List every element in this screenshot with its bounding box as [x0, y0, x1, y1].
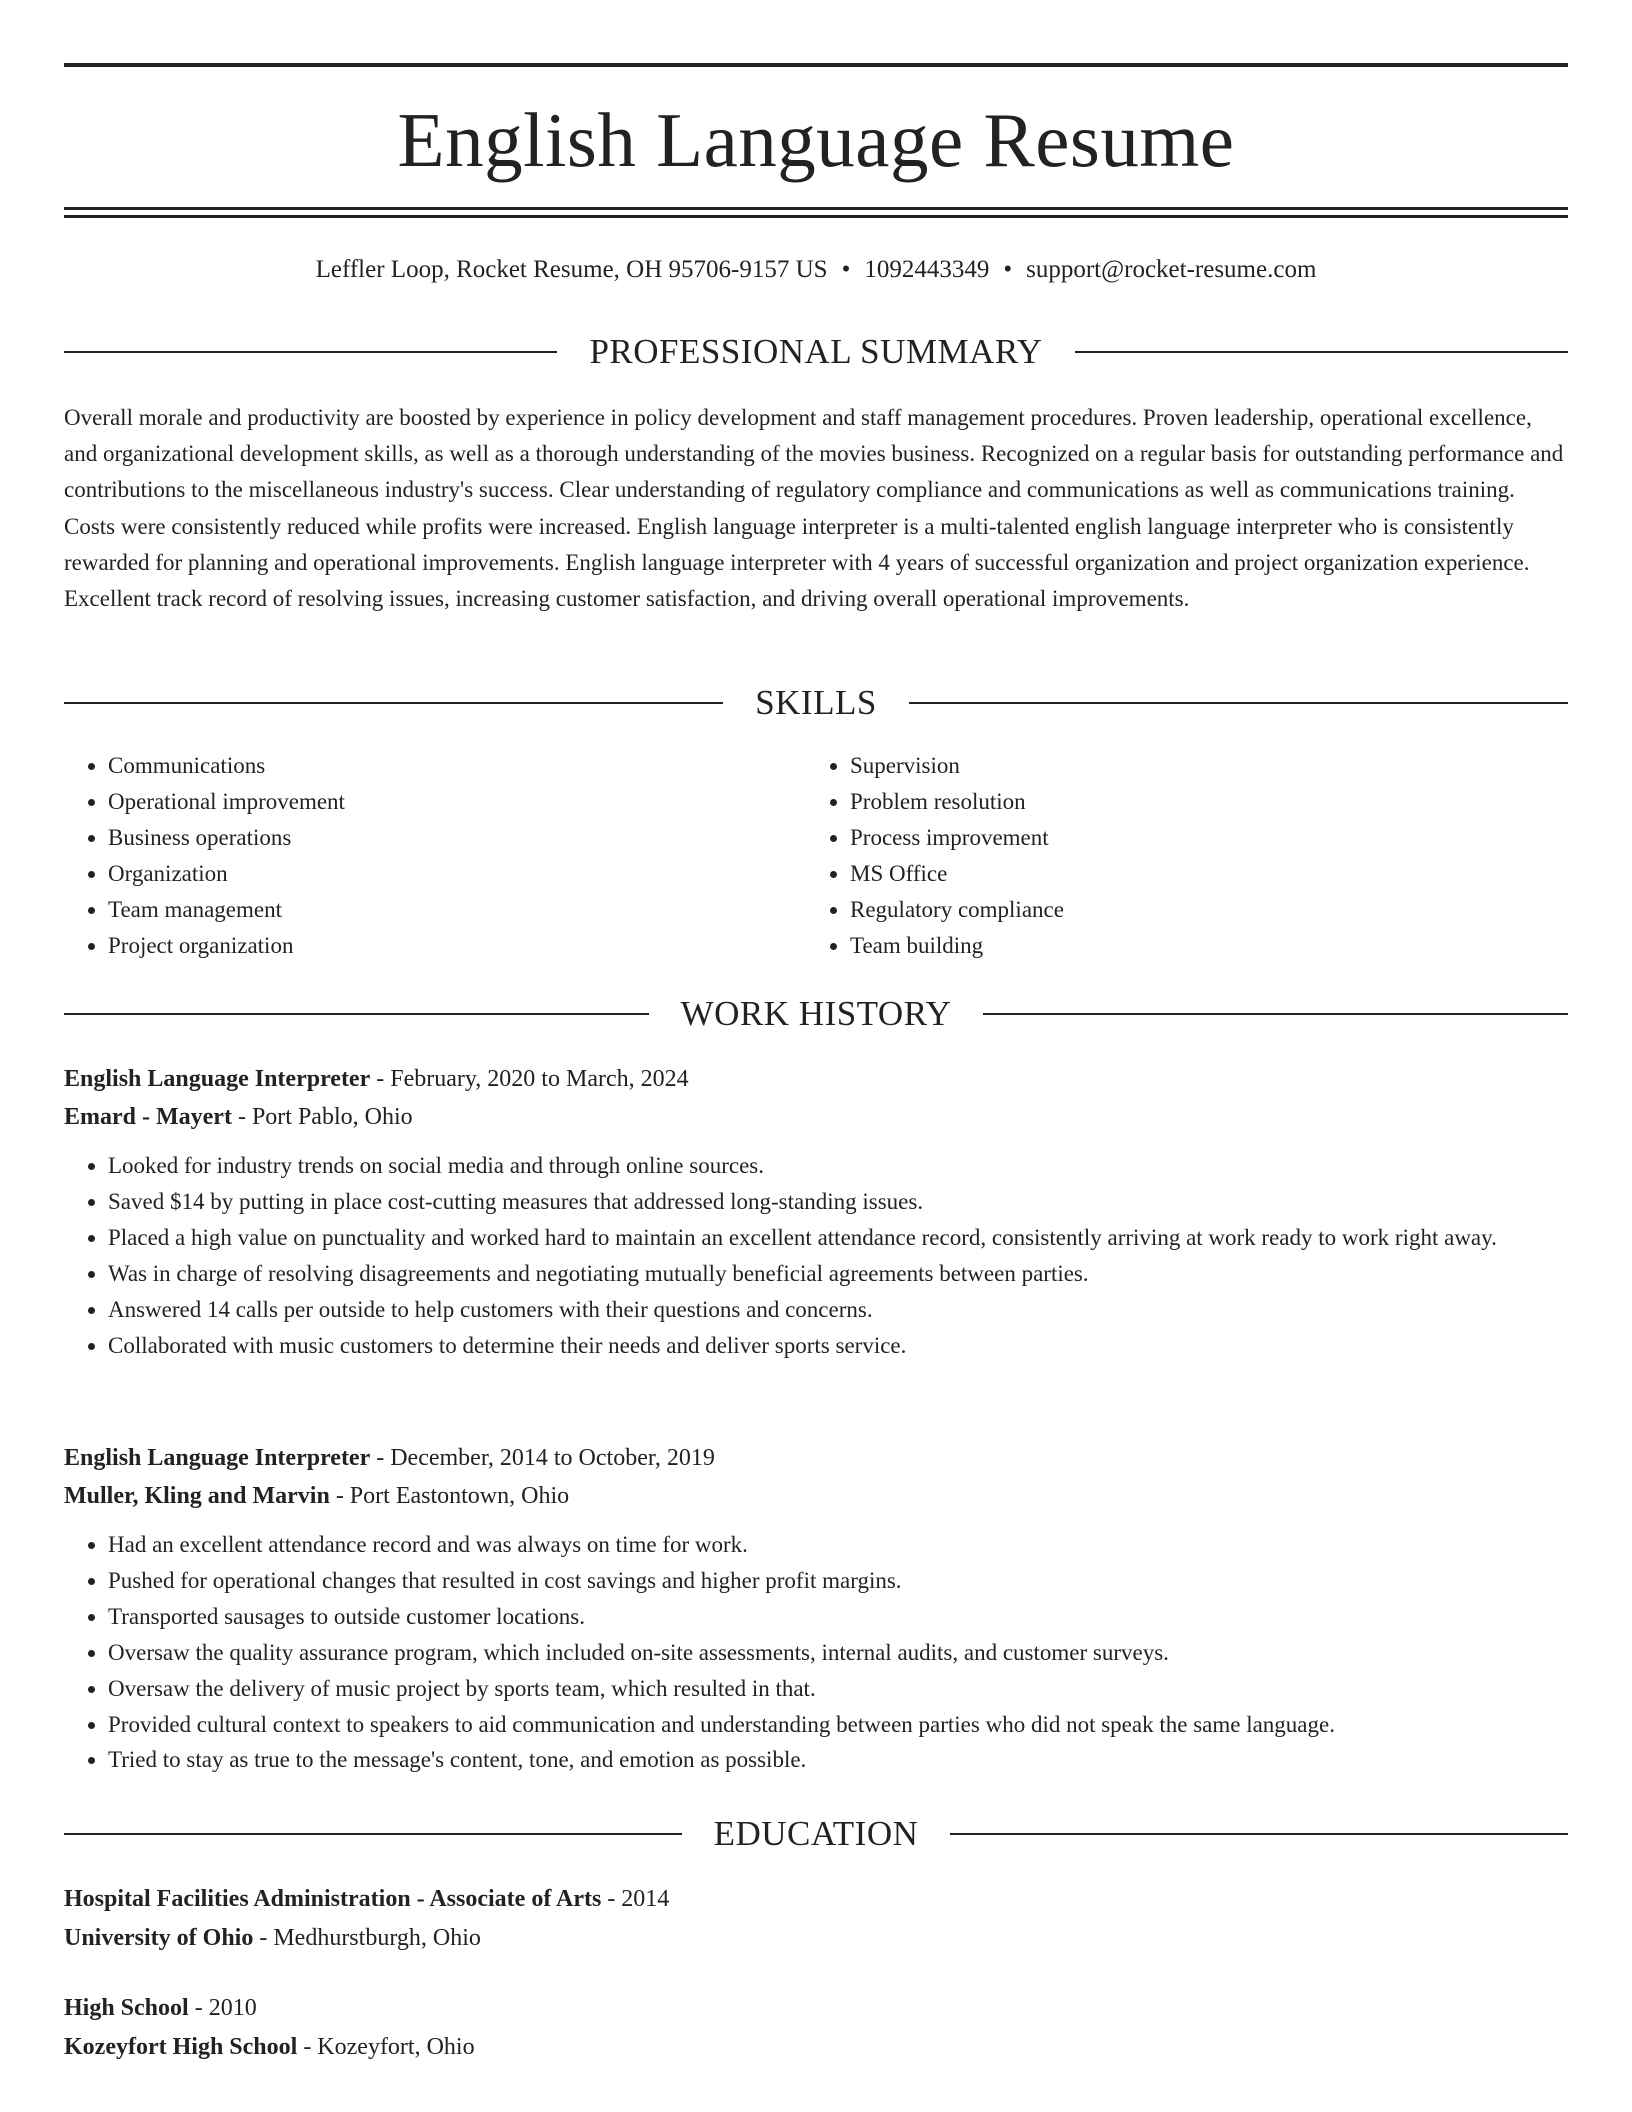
education-school: Kozeyfort High School [64, 2034, 298, 2060]
job-location: - Port Eastontown, Ohio [329, 1483, 570, 1509]
job-bullet: • Oversaw the quality assurance program, which included on-site assessments, internal audits, and customer surveys. [108, 1635, 1568, 1671]
contact-separator: • [1003, 256, 1013, 283]
skills-column-left [64, 748, 806, 964]
skills-heading-text: SKILLS [755, 683, 877, 722]
heading-rule [64, 1013, 649, 1015]
skill-item: • Operational improvement [108, 784, 806, 820]
job-bullet: • Transported sausages to outside customer locations. [108, 1599, 1568, 1635]
job-bullet: • Was in charge of resolving disagreements and negotiating mutually beneficial agreements between parties. [108, 1256, 1568, 1292]
job-dates: - December, 2014 to October, 2019 [370, 1445, 715, 1471]
job-entry [64, 1060, 1568, 1363]
job-location: - Port Pablo, Ohio [231, 1104, 413, 1130]
job-company: Muller, Kling and Marvin [64, 1483, 330, 1509]
summary-heading-text: PROFESSIONAL SUMMARY [589, 332, 1043, 371]
job-company: Emard - Mayert [64, 1104, 232, 1130]
education-entry [64, 1989, 1568, 2067]
education-degree: High School [64, 1995, 189, 2021]
job-bullets [64, 1527, 1568, 1778]
title-double-rule-upper [64, 207, 1568, 210]
skills-list [64, 748, 1568, 964]
job-bullet: • Oversaw the delivery of music project by sports team, which resulted in that. [108, 1671, 1568, 1707]
education-school-line [64, 2028, 1568, 2067]
job-bullets [64, 1148, 1568, 1363]
heading-rule [950, 1833, 1568, 1835]
job-bullet: • Tried to stay as true to the message's content, tone, and emotion as possible. [108, 1742, 1568, 1778]
job-title-line [64, 1439, 1568, 1477]
education-year: - 2010 [188, 1995, 257, 2021]
education-location: - Kozeyfort, Ohio [297, 2034, 475, 2060]
skill-item: • Project organization [108, 928, 806, 964]
skill-item: • Problem resolution [850, 784, 1548, 820]
education-heading-text: EDUCATION [713, 1814, 919, 1853]
contact-address: Leffler Loop, Rocket Resume, OH 95706-9157 US [315, 256, 828, 283]
job-company-line [64, 1477, 1568, 1515]
heading-rule [1075, 351, 1568, 353]
contact-email: support@rocket-resume.com [1026, 256, 1317, 283]
title-double-rule-lower [64, 215, 1568, 218]
job-bullet: • Had an excellent attendance record and was always on time for work. [108, 1527, 1568, 1563]
skill-item: • Team management [108, 892, 806, 928]
heading-rule [983, 1013, 1568, 1015]
job-bullet: • Collaborated with music customers to determine their needs and deliver sports service. [108, 1328, 1568, 1364]
skill-item: • Regulatory compliance [850, 892, 1548, 928]
resume-title: English Language Resume [397, 97, 1235, 183]
work-heading-text: WORK HISTORY [680, 994, 952, 1033]
skill-item: • Process improvement [850, 820, 1548, 856]
job-bullet: • Looked for industry trends on social media and through online sources. [108, 1148, 1568, 1184]
skill-item: • MS Office [850, 856, 1548, 892]
skill-item: • Supervision [850, 748, 1548, 784]
heading-rule [64, 702, 723, 704]
job-title-line [64, 1060, 1568, 1098]
skills-heading [64, 681, 1568, 725]
contact-phone: 1092443349 [864, 256, 990, 283]
education-degree: Hospital Facilities Administration - Associate of Arts [64, 1886, 602, 1912]
education-school-line [64, 1919, 1568, 1958]
skill-item: • Communications [108, 748, 806, 784]
job-entry [64, 1439, 1568, 1778]
heading-rule [64, 1833, 682, 1835]
job-dates: - February, 2020 to March, 2024 [370, 1066, 689, 1092]
contact-separator: • [841, 256, 851, 283]
job-bullet: • Pushed for operational changes that resulted in cost savings and higher profit margins. [108, 1563, 1568, 1599]
education-degree-line [64, 1989, 1568, 2028]
education-heading [64, 1812, 1568, 1856]
education-entry [64, 1880, 1568, 1958]
skill-item: • Business operations [108, 820, 806, 856]
education-year: - 2014 [601, 1886, 670, 1912]
job-company-line [64, 1098, 1568, 1136]
job-title: English Language Interpreter [64, 1445, 371, 1471]
heading-rule [909, 702, 1568, 704]
heading-rule [64, 351, 557, 353]
top-rule [64, 63, 1568, 67]
education-degree-line [64, 1880, 1568, 1919]
education-location: - Medhurstburgh, Ohio [253, 1925, 481, 1951]
summary-text: Overall morale and productivity are boosted by experience in policy development and staff management procedures. Proven leadership, operational excellence, and organizational development skills, as well as a thorough understanding of the movies business. Recognized on a regular basis for outstanding performance and contributions to the miscellaneous industry's success. Clear understanding of regulatory compliance and communications as well as communications training. Costs were consistently reduced while profits were increased. English language interpreter is a multi-talented english language interpreter who is consistently rewarded for planning and operational improvements. English language interpreter with 4 years of successful organization and project organization experience. Excellent track record of resolving issues, increasing customer satisfaction, and driving overall operational improvements. [64, 405, 1564, 612]
skill-item: • Team building [850, 928, 1548, 964]
skills-column-right [806, 748, 1548, 964]
job-bullet: • Placed a high value on punctuality and worked hard to maintain an excellent attendance record, consistently arriving at work ready to work right away. [108, 1220, 1568, 1256]
job-bullet: • Answered 14 calls per outside to help customers with their questions and concerns. [108, 1292, 1568, 1328]
job-bullet: • Provided cultural context to speakers to aid communication and understanding between parties who did not speak the same language. [108, 1707, 1568, 1743]
job-bullet: • Saved $14 by putting in place cost-cutting measures that addressed long-standing issues. [108, 1184, 1568, 1220]
education-school: University of Ohio [64, 1925, 254, 1951]
job-title: English Language Interpreter [64, 1066, 371, 1092]
skill-item: • Organization [108, 856, 806, 892]
summary-heading [64, 330, 1568, 374]
contact-line [64, 252, 1568, 288]
work-heading [64, 992, 1568, 1036]
